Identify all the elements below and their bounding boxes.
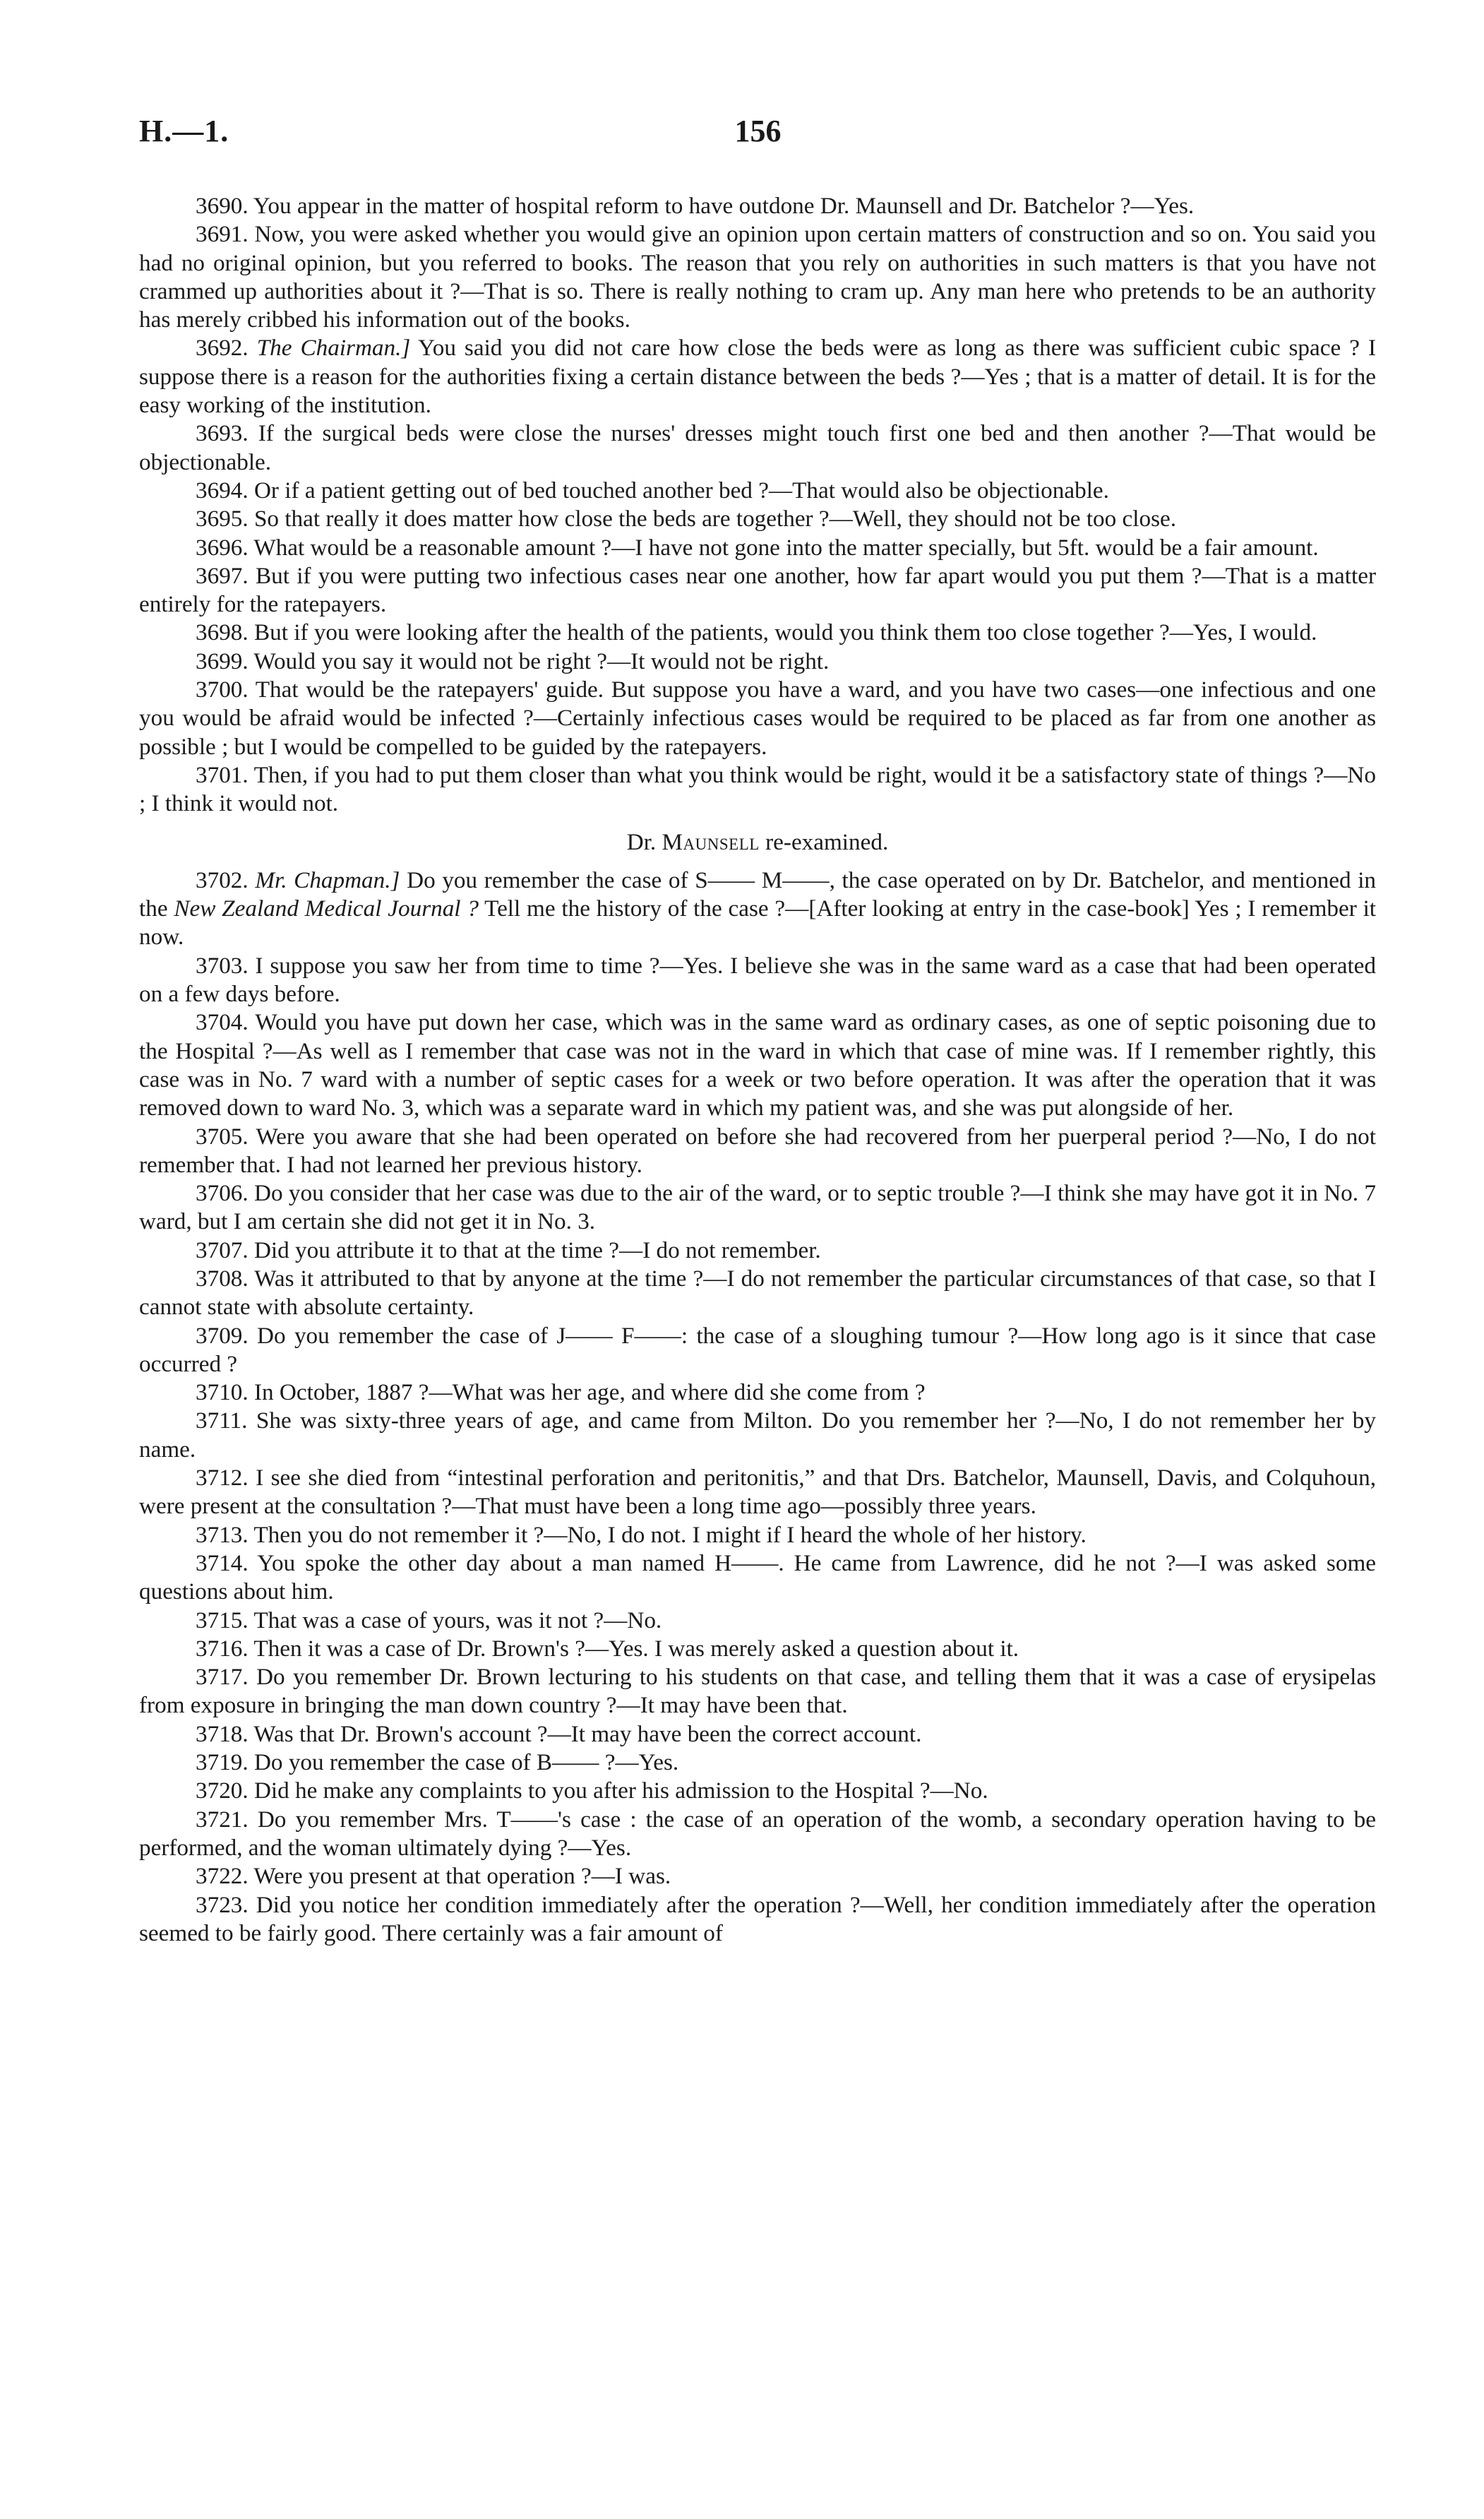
paragraph-3719: 3719. Do you remember the case of B—— ?—Yes. xyxy=(196,1749,679,1776)
document-id: H.—1. xyxy=(139,114,229,148)
paragraph-3692 xyxy=(139,334,1376,419)
page-header xyxy=(139,113,1377,155)
paragraph-3714: 3714. You spoke the other day about a man named H——. He came from Lawrence, did he not ?—I was asked some questions about him. xyxy=(139,1549,1376,1605)
body-text xyxy=(139,192,1376,1948)
paragraph-3707: 3707. Did you attribute it to that at the time ?—I do not remember. xyxy=(196,1237,821,1263)
paragraph-3697: 3697. But if you were putting two infectious cases near one another, how far apart would you put them ?—That is a matter entirely for the ratepayers. xyxy=(139,562,1376,618)
paragraph-3703: 3703. I suppose you saw her from time to time ?—Yes. I believe she was in the same ward as a case that had been operated on a few days before. xyxy=(139,952,1376,1008)
paragraph-3722: 3722. Were you present at that operation ?—I was. xyxy=(196,1863,671,1890)
paragraph-3702: 3702. Mr. Chapman.] Do you remember the case of S—— M——, the case operated on by Dr. Batchelor, and mentioned in the New Zealand Medical Journal ? Tell me the history of the case ?—[After looking at entry in the case-book] Yes ; I remember it now. xyxy=(139,867,1377,951)
paragraph-3693: 3693. If the surgical beds were close the nurses' dresses might touch first one bed and then another ?—That would be objectionable. xyxy=(139,420,1376,475)
paragraph-3715: 3715. That was a case of yours, was it not ?—No. xyxy=(196,1607,662,1633)
speaker-chairman: The Chairman.] xyxy=(256,335,411,362)
paragraph-3695: 3695. So that really it does matter how close the beds are together ?—Well, they should not be too close. xyxy=(196,506,1177,532)
paragraph-3716: 3716. Then it was a case of Dr. Brown's ?—Yes. I was merely asked a question about it. xyxy=(196,1635,1019,1662)
paragraph-3694: 3694. Or if a patient getting out of bed touched another bed ?—That would also be objectionable. xyxy=(196,477,1109,504)
paragraph-3698: 3698. But if you were looking after the health of the patients, would you think them too close together ?—Yes, I would. xyxy=(196,619,1317,646)
paragraph-3717: 3717. Do you remember Dr. Brown lecturing to his students on that case, and telling them that it was a case of erysipelas from exposure in bringing the man down country ?—It may have been that. xyxy=(139,1664,1376,1719)
journal-title: New Zealand Medical Journal ? xyxy=(174,895,479,922)
paragraph-3723: 3723. Did you notice her condition immediately after the operation ?—Well, her condition immediately after the operation seemed to be fairly good. There certainly was a fair amount of xyxy=(139,1891,1376,1946)
paragraph-3696: 3696. What would be a reasonable amount ?—I have not gone into the matter specially, but 5ft. would be a fair amount. xyxy=(196,534,1319,561)
paragraph-3705: 3705. Were you aware that she had been operated on before she had recovered from her puerperal period ?—No, I do not remember that. I had not learned her previous history. xyxy=(139,1123,1376,1178)
speaker-chapman: Mr. Chapman.] xyxy=(255,867,400,893)
paragraph-3699: 3699. Would you say it would not be right ?—It would not be right. xyxy=(196,648,830,674)
paragraph-3708: 3708. Was it attributed to that by anyone at the time ?—I do not remember the particular circumstances of that case, so that I cannot state with absolute certainty. xyxy=(139,1265,1376,1321)
witness-name: Maunsell xyxy=(662,828,760,855)
paragraph-3710: 3710. In October, 1887 ?—What was her age, and where did she come from ? xyxy=(196,1379,926,1406)
paragraph-3704: 3704. Would you have put down her case, which was in the same ward as ordinary cases, as one of septic poisoning due to the Hospital ?—As well as I remember that case was not in the ward in which that case of mine was. If I remember rightly, this case was in No. 7 ward with a number of septic cases for a week or two before operation. It was after the operation that it was removed down to ward No. 3, which was a separate ward in which my patient was, and she was put alongside of her. xyxy=(139,1009,1376,1121)
paragraph-3691: 3691. Now, you were asked whether you would give an opinion upon certain matters of construction and so on. You said you had no original opinion, but you referred to books. The reason that you rely on authorities in such matters is that you have not crammed up authorities about it ?—That is so. There is really nothing to cram up. Any man here who pretends to be an authority has merely cribbed his information out of the books. xyxy=(139,221,1376,333)
page-number: 156 xyxy=(734,114,782,148)
paragraph-3711: 3711. She was sixty-three years of age, and came from Milton. Do you remember her ?—No, I do not remember her by name. xyxy=(139,1407,1376,1463)
question-number: 3692. xyxy=(196,335,249,362)
paragraph-3700: 3700. That would be the ratepayers' guide. But suppose you have a ward, and you have two cases—one infectious and one you would be afraid would be infected ?—Certainly infectious cases would be required to be placed as far from one another as possible ; but I would be compelled to be guided by the ratepayers. xyxy=(139,677,1376,760)
section-heading: Dr. Maunsell re-examined. xyxy=(626,828,889,855)
paragraph-3718: 3718. Was that Dr. Brown's account ?—It may have been the correct account. xyxy=(196,1720,922,1747)
paragraph-text: You said you did not care how close the beds were as long as there was sufficient cubic space ? I suppose there is a reason for the authorities fixing a certain distance between the beds ?—Yes ; that is a matter of detail. It is for the easy working of the institution. xyxy=(139,335,1376,419)
paragraph-3690: 3690. You appear in the matter of hospital reform to have outdone Dr. Maunsell and Dr. Batchelor ?—Yes. xyxy=(196,193,1195,219)
paragraph-3712: 3712. I see she died from “intestinal perforation and peritonitis,” and that Drs. Batchelor, Maunsell, Davis, and Colquhoun, were present at the consultation ?—That must have been a long time ago—possibly three years. xyxy=(139,1465,1376,1520)
paragraph-3701: 3701. Then, if you had to put them closer than what you think would be right, would it be a satisfactory state of things ?—No ; I think it would not. xyxy=(139,761,1376,817)
paragraph-3713: 3713. Then you do not remember it ?—No, I do not. I might if I heard the whole of her history. xyxy=(196,1521,1087,1548)
paragraph-3706: 3706. Do you consider that her case was due to the air of the ward, or to septic trouble ?—I think she may have got it in No. 7 ward, but I am certain she did not get it in No. 3. xyxy=(139,1180,1376,1235)
paragraph-3720: 3720. Did he make any complaints to you after his admission to the Hospital ?—No. xyxy=(196,1777,988,1804)
paragraph-3709: 3709. Do you remember the case of J—— F——: the case of a sloughing tumour ?—How long ago is it since that case occurred ? xyxy=(139,1322,1376,1377)
paragraph-3721: 3721. Do you remember Mrs. T——'s case : the case of an operation of the womb, a secondary operation having to be performed, and the woman ultimately dying ?—Yes. xyxy=(139,1806,1376,1861)
question-number: 3702. xyxy=(196,867,249,893)
